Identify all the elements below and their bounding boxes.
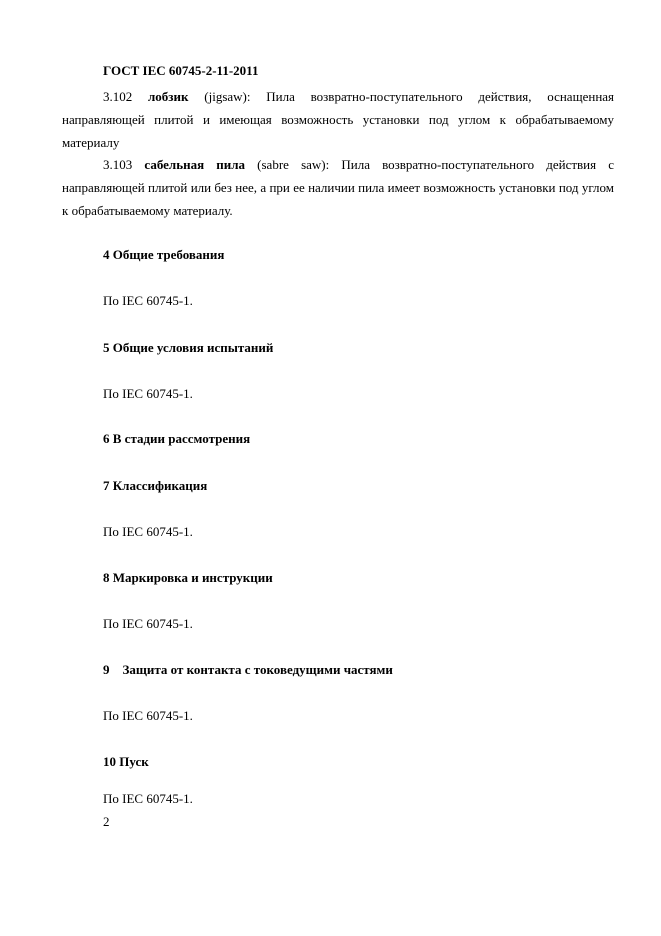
term-name: сабельная пила: [144, 157, 246, 172]
section-body-8: По IEC 60745-1.: [103, 616, 193, 631]
section-body-5: По IEC 60745-1.: [103, 386, 193, 401]
term-definition-sabre-saw: [62, 153, 614, 222]
term-name: лобзик: [148, 89, 189, 104]
section-heading-4: 4 Общие требования: [103, 247, 225, 262]
section-body-10: По IEC 60745-1.: [103, 791, 193, 806]
term-english: (sabre saw):: [257, 157, 330, 172]
term-definition-jigsaw: [62, 85, 614, 154]
term-english: (jigsaw):: [204, 89, 251, 104]
section-heading-6: 6 В стадии рассмотрения: [103, 431, 251, 446]
section-body-7: По IEC 60745-1.: [103, 524, 193, 539]
page-number: 2: [103, 814, 110, 829]
section-heading-9: 9 Защита от контакта с токоведущими частями: [103, 662, 393, 677]
section-body-9: По IEC 60745-1.: [103, 708, 193, 723]
term-number: 3.102: [103, 89, 133, 104]
section-heading-5: 5 Общие условия испытаний: [103, 340, 274, 355]
term-number: 3.103: [103, 157, 133, 172]
section-heading-8: 8 Маркировка и инструкции: [103, 570, 273, 585]
document-header: ГОСТ IEC 60745-2-11-2011: [103, 63, 259, 78]
term-text: Пила возвратно-поступательного действия с направляющей плитой или без нее, а при ее наличии пила имеет возможность установки под углом к обрабатываемому материалу.: [62, 157, 615, 218]
term-text: Пила возвратно-поступательного действия, оснащенная направляющей плитой и имеющая возможность установки под углом к обрабатываемому материалу: [62, 89, 615, 150]
section-heading-10: 10 Пуск: [103, 754, 149, 769]
section-heading-7: 7 Классификация: [103, 478, 208, 493]
section-body-4: По IEC 60745-1.: [103, 293, 193, 308]
